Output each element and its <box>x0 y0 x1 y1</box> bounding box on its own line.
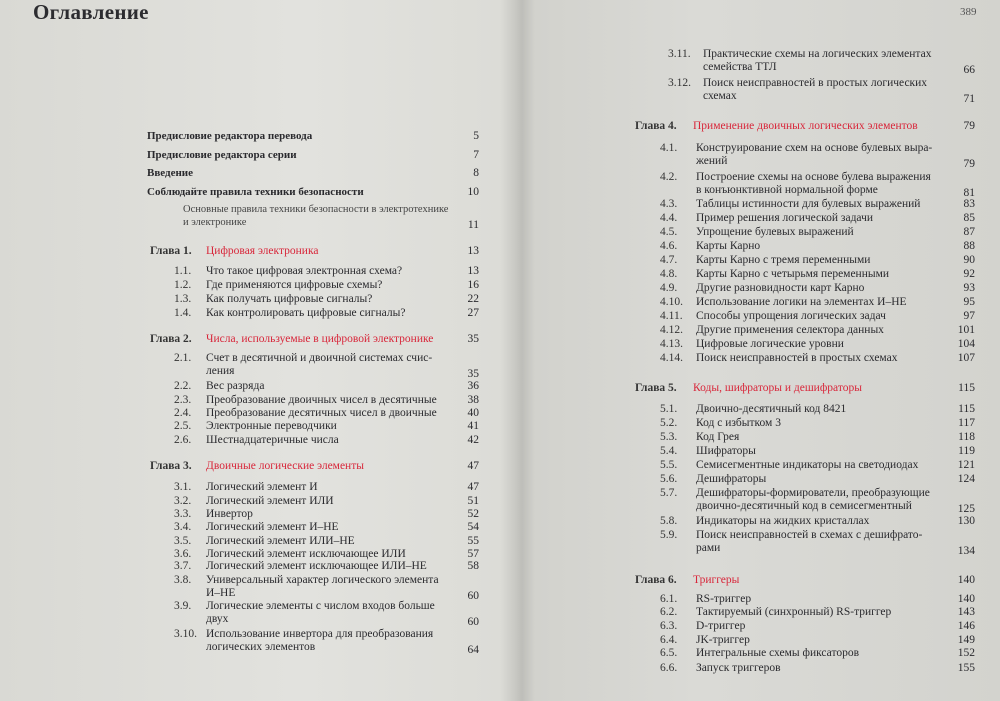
toc-section-entry <box>520 171 1000 197</box>
toc-section-entry <box>520 268 1000 281</box>
toc-section-entry <box>0 574 515 600</box>
entry-title: рами <box>696 542 721 554</box>
entry-title: Как получать цифровые сигналы? <box>206 293 373 305</box>
entry-number: 2.4. <box>174 407 192 419</box>
entry-title: Введение <box>147 167 194 179</box>
entry-page-number: 13 <box>467 265 479 277</box>
entry-number: 3.10. <box>174 628 197 640</box>
entry-page-number: 57 <box>467 548 479 560</box>
entry-number: Глава 2. <box>150 333 192 345</box>
entry-number: 4.11. <box>660 310 683 322</box>
entry-title: Карты Карно с четырьмя переменными <box>696 268 890 280</box>
entry-number: 5.1. <box>660 403 678 415</box>
entry-number: 6.6. <box>660 662 678 674</box>
chapter-heading <box>520 120 1000 133</box>
entry-title: Дешифраторы <box>696 473 767 485</box>
entry-title: Вес разряда <box>206 380 265 392</box>
entry-page-number: 52 <box>467 508 479 520</box>
entry-title: ления <box>206 365 235 377</box>
toc-section-entry <box>0 434 515 447</box>
entry-title: жений <box>696 155 728 167</box>
toc-section-entry <box>520 226 1000 239</box>
entry-number: 3.6. <box>174 548 192 560</box>
toc-section-entry <box>520 445 1000 458</box>
toc-section-entry <box>520 352 1000 365</box>
entry-page-number: 22 <box>467 293 479 305</box>
entry-page-number: 16 <box>467 279 479 291</box>
entry-title: Инвертор <box>206 508 253 520</box>
entry-number: 4.12. <box>660 324 683 336</box>
toc-section-entry <box>520 198 1000 211</box>
toc-section-entry <box>520 282 1000 295</box>
entry-title: Числа, используемые в цифровой электронике <box>206 333 434 345</box>
toc-section-entry <box>0 394 515 407</box>
toc-section-entry <box>0 600 515 626</box>
entry-title: Конструирование схем на основе булевых выра- <box>696 142 933 154</box>
entry-page-number: 79 <box>963 158 975 170</box>
entry-title: Триггеры <box>693 574 740 586</box>
entry-title: Использование инвертора для преобразования <box>206 628 434 640</box>
entry-page-number: 66 <box>963 64 975 76</box>
entry-number: 4.9. <box>660 282 678 294</box>
entry-title: Построение схемы на основе булева выражения <box>696 171 931 183</box>
entry-number: 1.1. <box>174 265 192 277</box>
entry-number: 3.11. <box>668 48 691 60</box>
chapter-heading <box>0 460 515 473</box>
entry-title: Коды, шифраторы и дешифраторы <box>693 382 862 394</box>
entry-title: Основные правила техники безопасности в электротехнике <box>183 204 449 215</box>
entry-page-number: 115 <box>958 382 975 394</box>
toc-section-entry <box>0 560 515 573</box>
entry-title: Преобразование двоичных чисел в десятичные <box>206 394 437 406</box>
entry-number: 5.8. <box>660 515 678 527</box>
toc-section-entry <box>0 352 515 378</box>
toc-section-entry <box>0 265 515 278</box>
entry-number: 3.4. <box>174 521 192 533</box>
toc-section-entry <box>520 606 1000 619</box>
entry-page-number: 64 <box>467 644 479 656</box>
entry-title: Цифровая электроника <box>206 245 319 257</box>
entry-title: RS-триггер <box>696 593 752 605</box>
entry-page-number: 155 <box>957 662 975 674</box>
toc-section-entry <box>520 77 1000 103</box>
front-matter-entry <box>0 149 515 162</box>
entry-number: Глава 4. <box>635 120 677 132</box>
toc-section-entry <box>0 628 515 654</box>
right-page <box>520 0 1000 701</box>
entry-page-number: 115 <box>958 403 975 415</box>
entry-page-number: 146 <box>957 620 975 632</box>
entry-page-number: 27 <box>467 307 479 319</box>
toc-section-entry <box>0 521 515 534</box>
entry-title: Преобразование десятичных чисел в двоичные <box>206 407 437 419</box>
entry-number: 3.12. <box>668 77 691 89</box>
entry-title: Карты Карно с тремя переменными <box>696 254 871 266</box>
entry-title: Электронные переводчики <box>206 420 337 432</box>
entry-title: Пример решения логической задачи <box>696 212 874 224</box>
entry-page-number: 8 <box>473 167 479 179</box>
entry-page-number: 47 <box>467 460 479 472</box>
entry-title: Упрощение булевых выражений <box>696 226 854 238</box>
entry-title: Универсальный характер логического элемента <box>206 574 439 586</box>
entry-page-number: 60 <box>467 616 479 628</box>
entry-title: Поиск неисправностей в схемах с дешифрато- <box>696 529 923 541</box>
entry-page-number: 88 <box>963 240 975 252</box>
toc-section-entry <box>0 420 515 433</box>
entry-page-number: 134 <box>957 545 975 557</box>
entry-page-number: 41 <box>467 420 479 432</box>
entry-number: 5.4. <box>660 445 678 457</box>
entry-number: 3.8. <box>174 574 192 586</box>
entry-page-number: 95 <box>963 296 975 308</box>
entry-number: 2.1. <box>174 352 192 364</box>
entry-page-number: 35 <box>467 333 479 345</box>
entry-title: Дешифраторы-формирователи, преобразующие <box>696 487 930 499</box>
entry-number: 3.2. <box>174 495 192 507</box>
entry-page-number: 47 <box>467 481 479 493</box>
entry-title: в конъюнктивной нормальной форме <box>696 184 878 196</box>
entry-page-number: 118 <box>958 431 975 443</box>
entry-title: Семисегментные индикаторы на светодиодах <box>696 459 919 471</box>
entry-title: Другие разновидности карт Карно <box>696 282 865 294</box>
entry-title: JK-триггер <box>696 634 750 646</box>
front-matter-entry <box>0 130 515 143</box>
entry-title: и электронике <box>183 217 247 228</box>
entry-title: Интегральные схемы фиксаторов <box>696 647 860 659</box>
entry-page-number: 140 <box>957 593 975 605</box>
entry-title: Таблицы истинности для булевых выражений <box>696 198 921 210</box>
entry-number: 4.2. <box>660 171 678 183</box>
toc-section-entry <box>520 417 1000 430</box>
entry-number: 2.3. <box>174 394 192 406</box>
entry-page-number: 79 <box>963 120 975 132</box>
entry-title: Двоичные логические элементы <box>206 460 364 472</box>
entry-page-number: 140 <box>957 574 975 586</box>
entry-title: Тактируемый (синхронный) RS-триггер <box>696 606 892 618</box>
entry-page-number: 104 <box>957 338 975 350</box>
front-matter-entry <box>0 167 515 180</box>
entry-title: Логический элемент исключающее ИЛИ <box>206 548 406 560</box>
entry-page-number: 97 <box>963 310 975 322</box>
entry-page-number: 42 <box>467 434 479 446</box>
entry-page-number: 92 <box>963 268 975 280</box>
entry-title: Запуск триггеров <box>696 662 781 674</box>
entry-page-number: 83 <box>963 198 975 210</box>
entry-title: Другие применения селектора данных <box>696 324 884 336</box>
entry-page-number: 149 <box>957 634 975 646</box>
entry-page-number: 125 <box>957 503 975 515</box>
front-matter-subentry <box>0 203 515 229</box>
toc-section-entry <box>520 634 1000 647</box>
toc-section-entry <box>520 338 1000 351</box>
entry-page-number: 40 <box>467 407 479 419</box>
entry-title: Индикаторы на жидких кристаллах <box>696 515 870 527</box>
toc-section-entry <box>520 459 1000 472</box>
entry-title: Логический элемент И–НЕ <box>206 521 339 533</box>
entry-page-number: 121 <box>957 459 975 471</box>
entry-title: Соблюдайте правила техники безопасности <box>147 186 364 198</box>
toc-section-entry <box>520 431 1000 444</box>
toc-section-entry <box>520 324 1000 337</box>
entry-number: 4.8. <box>660 268 678 280</box>
entry-title: Поиск неисправностей в простых схемах <box>696 352 898 364</box>
toc-section-entry <box>0 279 515 292</box>
entry-title: Поиск неисправностей в простых логических <box>703 77 928 89</box>
entry-page-number: 87 <box>963 226 975 238</box>
entry-number: 3.5. <box>174 535 192 547</box>
entry-title: двух <box>206 613 229 625</box>
toc-section-entry <box>520 403 1000 416</box>
entry-number: 5.7. <box>660 487 678 499</box>
entry-number: 2.2. <box>174 380 192 392</box>
entry-page-number: 119 <box>958 445 975 457</box>
toc-section-entry <box>520 473 1000 486</box>
entry-title: Шифраторы <box>696 445 756 457</box>
entry-page-number: 54 <box>467 521 479 533</box>
page-title: Оглавление <box>33 0 149 24</box>
entry-title: семейства ТТЛ <box>703 61 777 73</box>
entry-title: Использование логики на элементах И–НЕ <box>696 296 907 308</box>
entry-page-number: 152 <box>957 647 975 659</box>
toc-section-entry <box>520 212 1000 225</box>
entry-number: 6.3. <box>660 620 678 632</box>
toc-section-entry <box>520 48 1000 74</box>
chapter-heading <box>0 333 515 346</box>
entry-number: Глава 5. <box>635 382 677 394</box>
entry-page-number: 36 <box>467 380 479 392</box>
entry-page-number: 93 <box>963 282 975 294</box>
entry-page-number: 58 <box>467 560 479 572</box>
entry-page-number: 107 <box>957 352 975 364</box>
entry-number: 4.7. <box>660 254 678 266</box>
entry-page-number: 51 <box>467 495 479 507</box>
entry-page-number: 38 <box>467 394 479 406</box>
entry-title: Шестнадцатеричные числа <box>206 434 339 446</box>
entry-number: 1.2. <box>174 279 192 291</box>
entry-title: D-триггер <box>696 620 746 632</box>
toc-section-entry <box>520 254 1000 267</box>
entry-title: Карты Карно <box>696 240 761 252</box>
entry-page-number: 11 <box>467 219 479 231</box>
entry-title: схемах <box>703 90 737 102</box>
toc-section-entry <box>0 307 515 320</box>
entry-number: 1.4. <box>174 307 192 319</box>
toc-section-entry <box>0 293 515 306</box>
entry-page-number: 71 <box>963 93 975 105</box>
toc-section-entry <box>520 620 1000 633</box>
entry-page-number: 130 <box>957 515 975 527</box>
toc-section-entry <box>520 662 1000 675</box>
entry-title: Двоично-десятичный код 8421 <box>696 403 847 415</box>
toc-section-entry <box>520 487 1000 513</box>
entry-title: Практические схемы на логических элементах <box>703 48 932 60</box>
entry-title: Логический элемент И <box>206 481 318 493</box>
entry-page-number: 143 <box>957 606 975 618</box>
entry-title: Логический элемент исключающее ИЛИ–НЕ <box>206 560 427 572</box>
entry-number: 5.5. <box>660 459 678 471</box>
entry-title: логических элементов <box>206 641 316 653</box>
toc-section-entry <box>0 407 515 420</box>
entry-number: 3.3. <box>174 508 192 520</box>
entry-page-number: 7 <box>473 149 479 161</box>
entry-page-number: 90 <box>963 254 975 266</box>
entry-number: Глава 3. <box>150 460 192 472</box>
chapter-heading <box>520 382 1000 395</box>
page-number: 389 <box>960 6 977 18</box>
entry-title: Логический элемент ИЛИ <box>206 495 334 507</box>
entry-number: 2.5. <box>174 420 192 432</box>
entry-page-number: 60 <box>467 590 479 602</box>
entry-number: 4.3. <box>660 198 678 210</box>
entry-title: Логические элементы с числом входов больше <box>206 600 435 612</box>
entry-title: Код Грея <box>696 431 740 443</box>
entry-title: Применение двоичных логических элементов <box>693 120 918 132</box>
entry-title: двоично-десятичный код в семисегментный <box>696 500 912 512</box>
entry-number: 6.1. <box>660 593 678 605</box>
entry-number: Глава 1. <box>150 245 192 257</box>
entry-number: 4.14. <box>660 352 683 364</box>
entry-title: Предисловие редактора серии <box>147 149 297 161</box>
entry-number: 4.6. <box>660 240 678 252</box>
entry-number: 6.5. <box>660 647 678 659</box>
entry-number: 5.2. <box>660 417 678 429</box>
toc-section-entry <box>520 240 1000 253</box>
entry-number: 3.9. <box>174 600 192 612</box>
entry-title: Цифровые логические уровни <box>696 338 844 350</box>
entry-page-number: 5 <box>473 130 479 142</box>
toc-section-entry <box>0 495 515 508</box>
toc-section-entry <box>520 310 1000 323</box>
entry-page-number: 13 <box>467 245 479 257</box>
entry-title: И–НЕ <box>206 587 236 599</box>
toc-section-entry <box>520 593 1000 606</box>
entry-number: 5.3. <box>660 431 678 443</box>
entry-number: 1.3. <box>174 293 192 305</box>
toc-section-entry <box>0 508 515 521</box>
toc-section-entry <box>520 142 1000 168</box>
entry-title: Логический элемент ИЛИ–НЕ <box>206 535 355 547</box>
entry-page-number: 124 <box>957 473 975 485</box>
entry-title: Предисловие редактора перевода <box>147 130 313 142</box>
entry-page-number: 101 <box>957 324 975 336</box>
entry-title: Счет в десятичной и двоичной системах счис- <box>206 352 433 364</box>
front-matter-entry <box>0 186 515 199</box>
entry-number: 4.13. <box>660 338 683 350</box>
entry-number: 4.4. <box>660 212 678 224</box>
toc-section-entry <box>520 529 1000 555</box>
entry-number: 4.1. <box>660 142 678 154</box>
entry-title: Как контролировать цифровые сигналы? <box>206 307 406 319</box>
entry-page-number: 117 <box>958 417 975 429</box>
entry-number: 2.6. <box>174 434 192 446</box>
entry-number: 3.7. <box>174 560 192 572</box>
toc-section-entry <box>520 647 1000 660</box>
entry-number: 5.9. <box>660 529 678 541</box>
toc-section-entry <box>520 296 1000 309</box>
entry-page-number: 35 <box>467 368 479 380</box>
entry-number: 3.1. <box>174 481 192 493</box>
chapter-heading <box>520 574 1000 587</box>
entry-page-number: 10 <box>467 186 479 198</box>
entry-number: 6.4. <box>660 634 678 646</box>
toc-section-entry <box>0 535 515 548</box>
entry-title: Где применяются цифровые схемы? <box>206 279 383 291</box>
entry-title: Код с избытком 3 <box>696 417 781 429</box>
entry-page-number: 85 <box>963 212 975 224</box>
entry-number: 6.2. <box>660 606 678 618</box>
entry-title: Что такое цифровая электронная схема? <box>206 265 403 277</box>
toc-section-entry <box>0 481 515 494</box>
entry-number: 4.10. <box>660 296 683 308</box>
entry-title: Способы упрощения логических задач <box>696 310 886 322</box>
chapter-heading <box>0 245 515 258</box>
entry-number: 5.6. <box>660 473 678 485</box>
entry-page-number: 55 <box>467 535 479 547</box>
entry-page-number: 81 <box>963 187 975 199</box>
toc-section-entry <box>0 380 515 393</box>
toc-section-entry <box>520 515 1000 528</box>
entry-number: 4.5. <box>660 226 678 238</box>
entry-number: Глава 6. <box>635 574 677 586</box>
